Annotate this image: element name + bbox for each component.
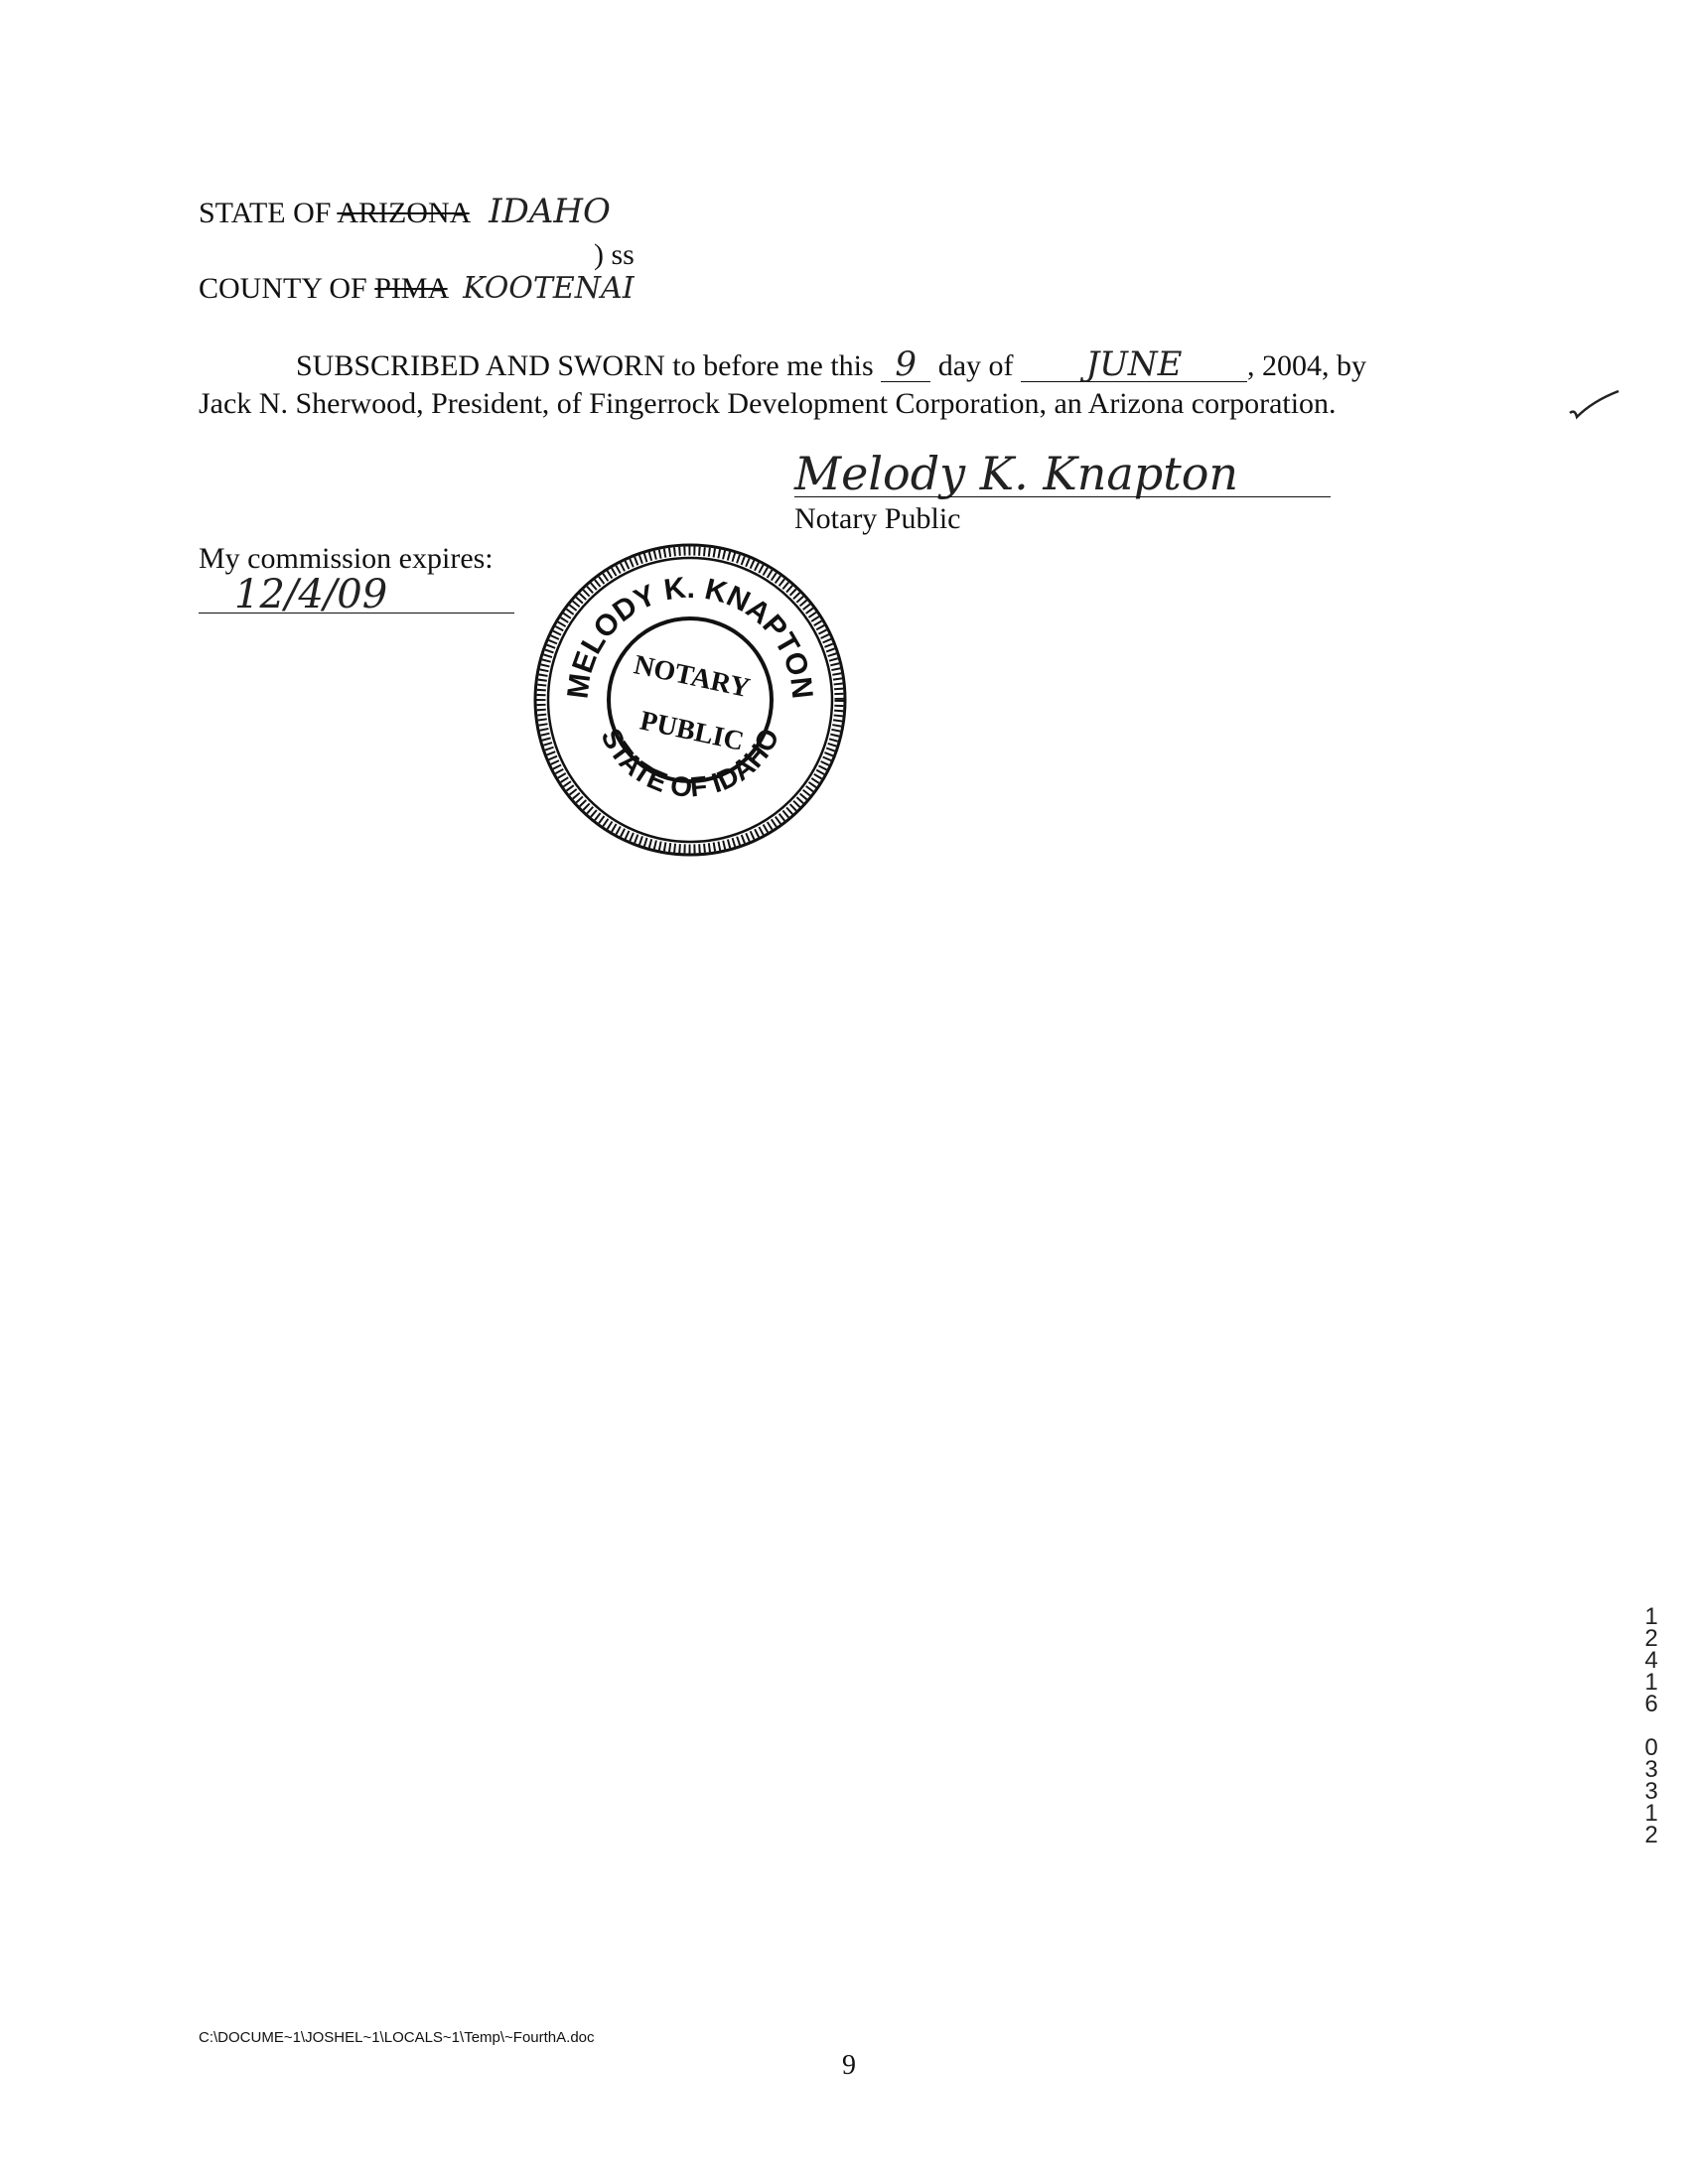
bates-digit: 1 — [1644, 1603, 1658, 1630]
oath-year-suffix: , 2004, by — [1247, 349, 1366, 382]
oath-day-value: 9 — [881, 347, 930, 382]
ss-line: ) ss — [594, 238, 635, 271]
seal-bottom-text: STATE OF IDAHO — [595, 723, 785, 803]
bates-digit: 2 — [1644, 1822, 1658, 1848]
oath-month-value: JUNE — [1021, 347, 1247, 382]
oath-line-1 — [296, 344, 1366, 384]
seal-top-text: MELODY K. KNAPTON — [561, 571, 819, 701]
bates-digit: 3 — [1644, 1778, 1658, 1805]
signature-caption: Notary Public — [794, 502, 961, 535]
bates-digit: 1 — [1644, 1800, 1658, 1827]
county-line — [199, 272, 635, 306]
notary-seal — [526, 536, 854, 864]
bates-number — [1636, 1603, 1666, 1848]
oath-day-of: day of — [937, 349, 1014, 382]
state-struck-text: ARIZONA — [337, 197, 470, 229]
seal-center-line-2: PUBLIC — [637, 705, 747, 757]
commission-label: My commission expires: — [199, 542, 494, 575]
signature-line — [794, 496, 1331, 497]
notary-signature: Melody K. Knapton — [794, 447, 1239, 500]
bates-digit: 6 — [1644, 1691, 1658, 1717]
bates-digit: 1 — [1644, 1669, 1658, 1696]
county-prefix: COUNTY OF — [199, 272, 367, 305]
state-handwritten: IDAHO — [489, 192, 611, 231]
bates-digit: 0 — [1644, 1734, 1658, 1761]
seal-center-line-1: NOTARY — [631, 649, 753, 705]
bates-digit: 2 — [1644, 1625, 1658, 1652]
check-mark-icon — [1567, 387, 1623, 423]
commission-date-line — [199, 613, 514, 614]
bates-digit: 4 — [1644, 1647, 1658, 1674]
bates-digit: 3 — [1644, 1756, 1658, 1783]
county-struck-text: PIMA — [374, 272, 448, 305]
oath-intro: SUBSCRIBED AND SWORN to before me this — [296, 349, 874, 382]
county-handwritten: KOOTENAI — [463, 271, 635, 306]
state-prefix: STATE OF — [199, 197, 332, 229]
commission-date: 12/4/09 — [234, 572, 388, 617]
oath-line-2: Jack N. Sherwood, President, of Fingerrock Development Corporation, an Arizona corporation. — [199, 387, 1337, 420]
page-number: 9 — [842, 2050, 856, 2081]
state-line — [199, 192, 611, 231]
footer-file-path: C:\DOCUME~1\JOSHEL~1\LOCALS~1\Temp\~FourthA.doc — [199, 2029, 595, 2046]
